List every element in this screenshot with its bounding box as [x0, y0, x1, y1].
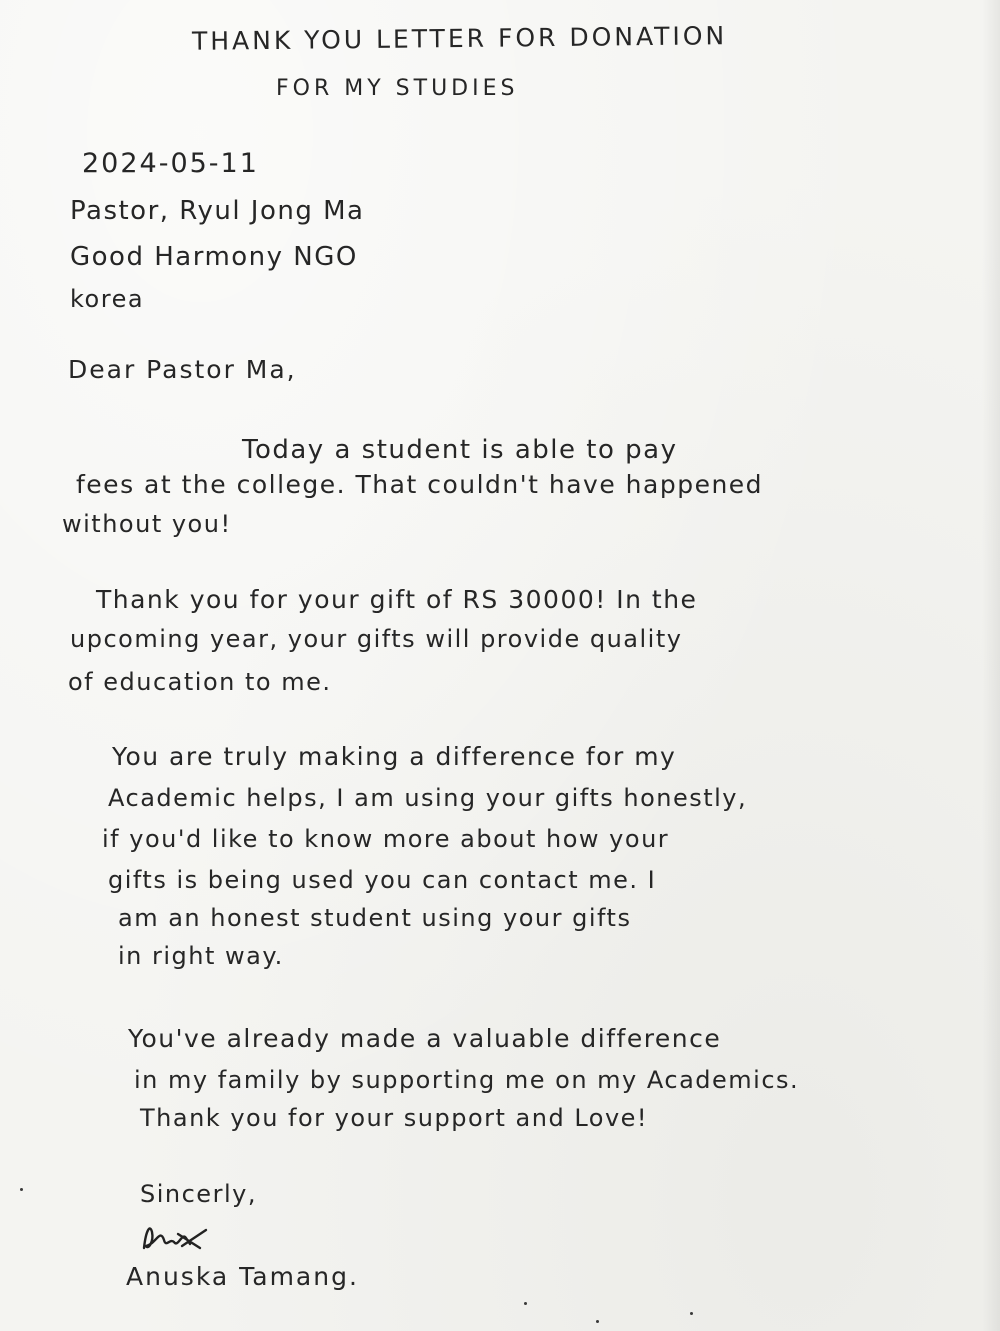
paragraph4-line2: in my family by supporting me on my Academics.: [134, 1066, 800, 1094]
paper-speck: [690, 1312, 693, 1315]
paragraph3-line6: in right way.: [118, 942, 284, 970]
page-edge-shadow: [982, 0, 1000, 1331]
paragraph2-line2: upcoming year, your gifts will provide quality: [70, 625, 683, 653]
sender-name: Anuska Tamang.: [126, 1262, 359, 1291]
paragraph3-line2: Academic helps, I am using your gifts honestly,: [108, 784, 748, 812]
handwritten-signature-icon: [138, 1218, 218, 1258]
paragraph3-line3: if you'd like to know more about how your: [102, 825, 670, 853]
paper-speck: [524, 1302, 527, 1305]
letter-date: 2024-05-11: [82, 148, 259, 179]
paragraph4-line1: You've already made a valuable difference: [128, 1024, 722, 1053]
letter-title-line1: THANK YOU LETTER FOR DONATION: [191, 21, 728, 56]
paragraph2-line3: of education to me.: [68, 668, 332, 696]
closing: Sincerly,: [140, 1180, 257, 1208]
paper-speck: [20, 1188, 23, 1191]
paragraph1-line1: Today a student is able to pay: [242, 435, 678, 465]
paragraph1-line2: fees at the college. That couldn't have happened: [76, 470, 764, 499]
salutation: Dear Pastor Ma,: [68, 355, 297, 384]
paragraph3-line1: You are truly making a difference for my: [112, 742, 677, 771]
paragraph3-line4: gifts is being used you can contact me. I: [108, 866, 657, 894]
paragraph4-line3: Thank you for your support and Love!: [140, 1104, 649, 1132]
recipient-country: korea: [70, 285, 145, 313]
paper-speck: [596, 1320, 599, 1323]
paragraph2-line1: Thank you for your gift of RS 30000! In the: [96, 585, 698, 614]
recipient-name: Pastor, Ryul Jong Ma: [70, 196, 365, 226]
recipient-organization: Good Harmony NGO: [70, 242, 358, 272]
letter-title-line2: FOR MY STUDIES: [276, 76, 519, 101]
paragraph1-line3: without you!: [62, 510, 232, 538]
paragraph3-line5: am an honest student using your gifts: [118, 904, 632, 932]
